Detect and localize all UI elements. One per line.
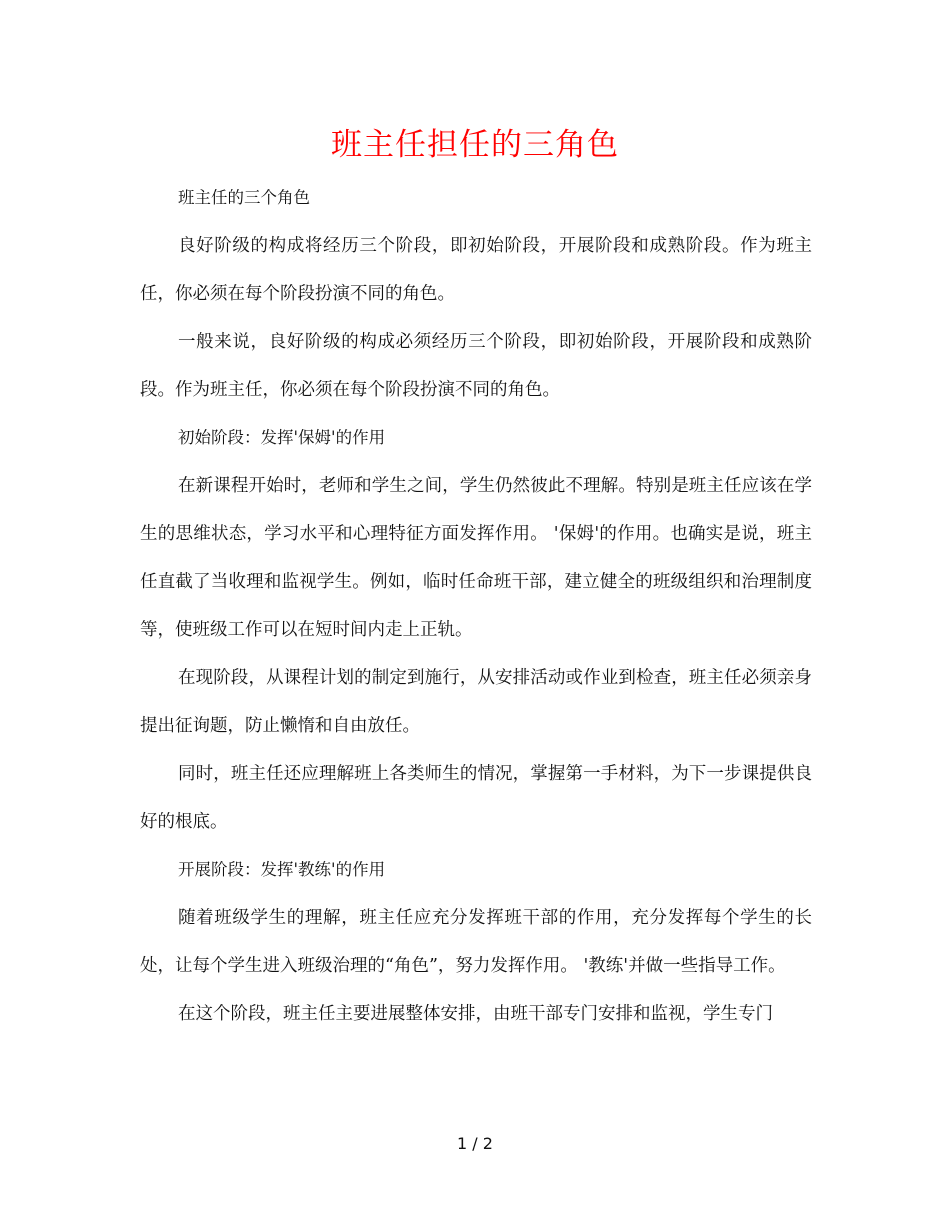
body-paragraph: 一般来说，良好阶级的构成必须经历三个阶段，即初始阶段，开展阶段和成熟阶段。作为班主任，你必须在每个阶段扮演不同的角色。 <box>140 332 812 400</box>
page-number: 1 / 2 <box>457 1134 493 1153</box>
body-paragraph: 在新课程开始时，老师和学生之间，学生仍然彼此不理解。特别是班主任应该在学生的思维状态，学习水平和心理特征方面发挥作用。 '保姆'的作用。也确实是说，班主任直截了当收理和监视学生。例如，临时任命班干部，建立健全的班级组织和治理制度等，使班级工作可以在短时间内走上正轨。 <box>140 476 812 640</box>
document-title: 班主任担任的三角色 <box>331 127 619 163</box>
section-heading: 班主任的三个角色 <box>178 188 310 207</box>
body-paragraph: 随着班级学生的理解，班主任应充分发挥班干部的作用，充分发挥每个学生的长处，让每个学生进入班级治理的“角色”，努力发挥作用。 '教练'并做一些指导工作。 <box>140 908 812 976</box>
document-body <box>140 174 812 1038</box>
body-paragraph: 在这个阶段，班主任主要进展整体安排，由班干部专门安排和监视，学生专门 <box>178 1004 773 1024</box>
body-paragraph: 同时，班主任还应理解班上各类师生的情况，掌握第一手材料，为下一步课提供良好的根底。 <box>140 764 812 832</box>
body-paragraph: 良好阶级的构成将经历三个阶段，即初始阶段，开展阶段和成熟阶段。作为班主任，你必须在每个阶段扮演不同的角色。 <box>140 236 812 304</box>
body-paragraph: 在现阶段，从课程计划的制定到施行，从安排活动或作业到检查，班主任必须亲身提出征询题，防止懒惰和自由放任。 <box>140 668 812 736</box>
section-heading: 开展阶段：发挥'教练'的作用 <box>178 860 386 879</box>
section-heading: 初始阶段：发挥'保姆'的作用 <box>178 428 386 447</box>
